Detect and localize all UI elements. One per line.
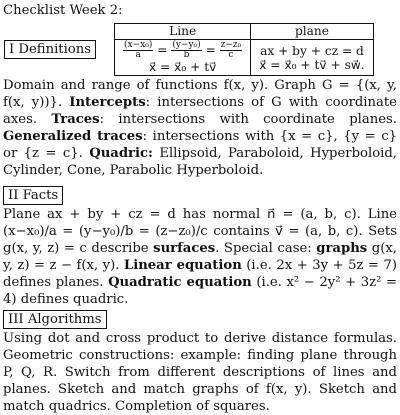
text-span: Domain and range of functions f(x, y). Graph G = {(x, y, f(x, y))}. bbox=[3, 78, 397, 110]
column-header-plane: plane bbox=[251, 24, 373, 40]
text-span: . Special case: bbox=[215, 241, 317, 256]
text-span: (i.e. x² − 2y² + 3z² = 4) defines quadric. bbox=[3, 275, 397, 307]
facts-section bbox=[3, 186, 397, 308]
fraction bbox=[171, 41, 201, 60]
term-intercepts: Intercepts bbox=[69, 95, 146, 110]
plane-general-equation: ax + by + cz = d bbox=[260, 43, 364, 58]
section-label-facts: II Facts bbox=[3, 186, 63, 205]
term-traces: Traces bbox=[51, 112, 100, 127]
line-symmetric-equation bbox=[123, 41, 242, 60]
algorithms-paragraph: Using dot and cross product to derive distance formulas. Geometric constructions: example: finding plane through P, Q, R. Switch from different descriptions of lines and planes. Sketch and match graphs of f(x, y). Sketch and match quadrics. Completion of squares. bbox=[3, 331, 397, 414]
fraction bbox=[220, 41, 243, 60]
table-header-row bbox=[115, 24, 374, 40]
equals-sign: = bbox=[157, 43, 168, 57]
term-generalized-traces: Generalized traces bbox=[3, 129, 143, 144]
term-quadric: Quadric: bbox=[89, 146, 153, 161]
fraction-denominator: a bbox=[135, 50, 141, 60]
checklist-page bbox=[3, 2, 397, 415]
text-span: g(x, y, z) = z − f(x, y). bbox=[3, 241, 397, 273]
section-label-algorithms: III Algorithms bbox=[3, 310, 107, 329]
plane-parametric-equation: x⃗ = x⃗₀ + tv⃗ + sw⃗. bbox=[259, 57, 365, 72]
fraction bbox=[123, 41, 153, 60]
term-surfaces: surfaces bbox=[153, 241, 216, 256]
line-plane-table bbox=[114, 23, 374, 76]
table-row bbox=[115, 40, 374, 76]
text-span: : intersections of G with coordinate axes. bbox=[3, 95, 397, 127]
text-span: : intersections with coordinate planes. bbox=[99, 112, 397, 127]
algorithms-section bbox=[3, 310, 397, 415]
term-graphs: graphs bbox=[316, 241, 368, 256]
definitions-paragraph bbox=[3, 77, 397, 179]
equals-sign: = bbox=[205, 43, 216, 57]
fraction-numerator: (y−y₀) bbox=[172, 40, 201, 50]
section-label-definitions: I Definitions bbox=[4, 40, 96, 59]
fraction-denominator: b bbox=[183, 50, 190, 60]
page-title: Checklist Week 2: bbox=[3, 3, 123, 18]
fraction-denominator: c bbox=[228, 50, 234, 60]
text-span: (i.e. 2x + 3y + 5z = 7) defines planes. bbox=[3, 258, 397, 290]
fraction-numerator: z−z₀ bbox=[220, 40, 242, 50]
column-header-line: Line bbox=[115, 24, 251, 40]
term-linear-equation: Linear equation bbox=[123, 258, 242, 273]
plane-equations-cell bbox=[251, 40, 373, 76]
definitions-header-row bbox=[3, 23, 397, 76]
text-span: Plane ax + by + cz = d has normal n⃗ = (a, b, c). Line (x−x₀)/a = (y−y₀)/b = (z−z₀)/c contains v⃗ = (a, b, c). Sets g(x, y, z) = c describe bbox=[3, 207, 397, 256]
facts-paragraph bbox=[3, 206, 397, 308]
fraction-numerator: (x−x₀) bbox=[124, 40, 153, 50]
line-parametric-equation: x⃗ = x⃗₀ + tv⃗ bbox=[148, 60, 217, 74]
term-quadratic-equation: Quadratic equation bbox=[108, 275, 252, 290]
line-equations-cell bbox=[115, 40, 251, 76]
text-span: Ellipsoid, Paraboloid, Hyperboloid, Cylinder, Cone, Parabolic Hyperboloid. bbox=[3, 146, 397, 178]
text-span: : intersections with {x = c}, {y = c} or {z = c}. bbox=[3, 129, 397, 161]
